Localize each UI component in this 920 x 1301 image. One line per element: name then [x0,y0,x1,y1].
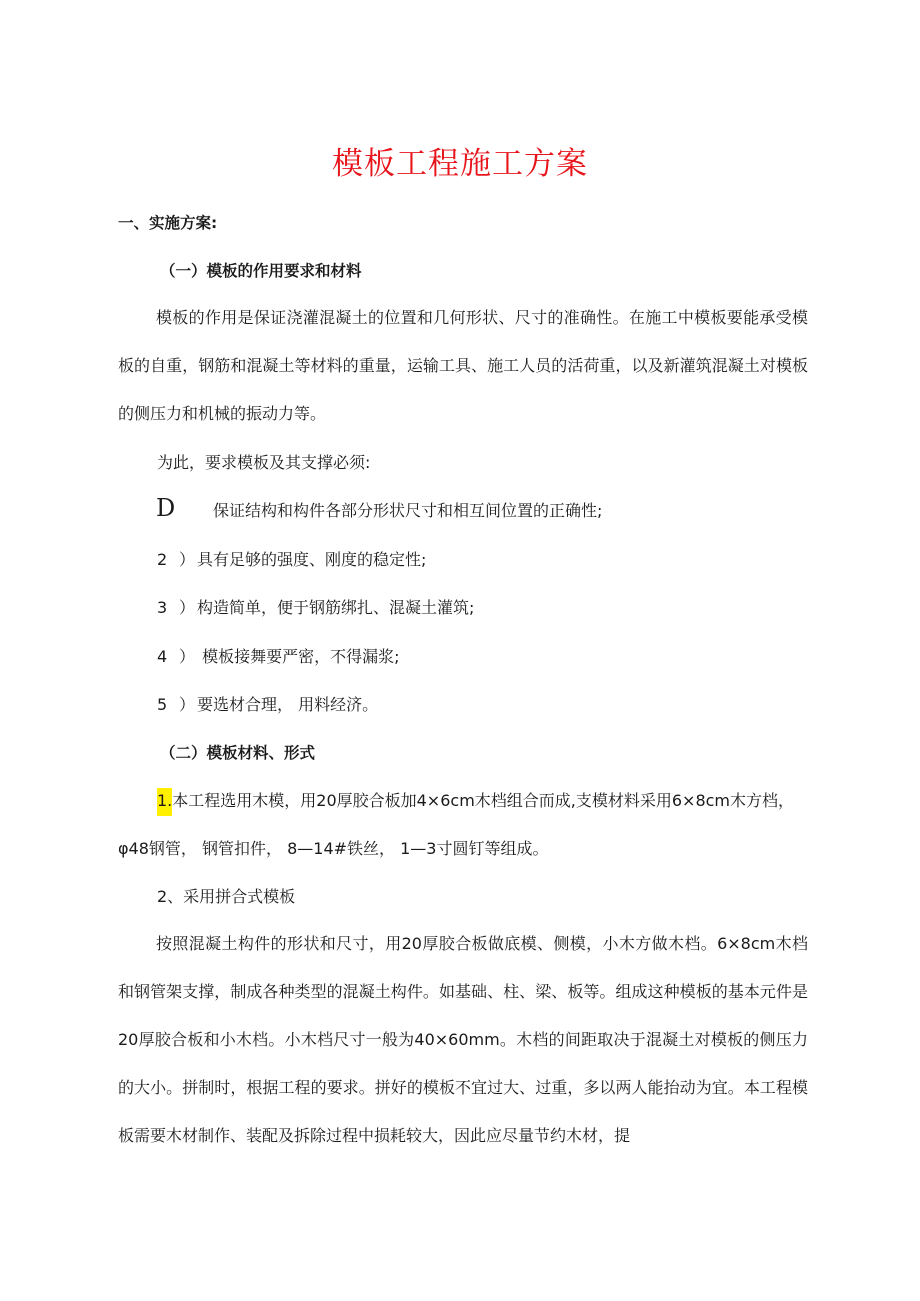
list-item-paren: ） [179,695,196,714]
document-title: 模板工程施工方案 [332,146,588,182]
paragraph-materials-line1 [157,786,794,816]
paragraph-materials-line2: φ48钢管， 钢管扣件， 8—14#铁丝， 1—3寸圆钉等组成。 [118,839,549,858]
paragraph-assembly-method: 按照混凝土构件的形状和尺寸，用20厚胶合板做底模、侧模，小木方做木档。6×8cm木档和钢管架支撑，制成各种类型的混凝土构件。如基础、柱、梁、板等。组成这种模板的基本元件是20厚胶合板和小木档。小木档尺寸一般为40×60mm。木档的间距取决于混凝土对模板的侧压力的大小。拼制时，根据工程的要求。拼好的模板不宜过大、过重，多以两人能抬动为宜。本工程模板需要木材制作、装配及拆除过程中损耗较大，因此应尽量节约木材，提 [118,934,808,1145]
list-item-paren: ） [179,550,196,569]
list-item [157,545,426,575]
list-item-text: 具有足够的强度、刚度的稳定性; [197,550,427,569]
list-item [157,593,474,623]
subsection-heading-materials: （二）模板材料、形式 [160,744,316,762]
list-item [157,690,378,720]
list-item-text: 模板接舞要严密，不得漏浆; [197,647,400,666]
list-item [157,642,399,672]
materials-line1-text: 本工程选用木模，用20厚胶合板加4×6cm木档组合而成,支模材料采用6×8cm木方档， [172,791,795,810]
list-item-1-text: 保证结构和构件各部分形状尺寸和相互间位置的正确性; [213,501,603,520]
list-marker-d: D [156,494,176,522]
requirements-intro: 为此，要求模板及其支撑必须: [157,453,371,472]
list-item-number: 2 [157,550,168,569]
list-item-text: 要选材合理， 用料经济。 [197,695,379,714]
list-item-paren: ） [179,598,196,617]
list-item-number: 4 [157,647,168,666]
highlighted-number: 1. [157,788,172,816]
list-item-paren: ） [179,647,196,666]
section-heading-implementation: 一、实施方案: [118,214,218,232]
list-item-number: 5 [157,695,168,714]
list-item-text: 构造简单，便于钢筋绑扎、混凝土灌筑; [197,598,475,617]
subsection-heading-requirements: （一）模板的作用要求和材料 [160,262,362,280]
paragraph-assembled-formwork: 2、采用拼合式模板 [157,887,296,906]
list-item-number: 3 [157,598,168,617]
paragraph-formwork-purpose: 模板的作用是保证浇灌混凝土的位置和几何形状、尺寸的准确性。在施工中模板要能承受模板的自重，钢筋和混凝土等材料的重量，运输工具、施工人员的活荷重，以及新灌筑混凝土对模板的侧压力和机械的振动力等。 [118,308,808,423]
